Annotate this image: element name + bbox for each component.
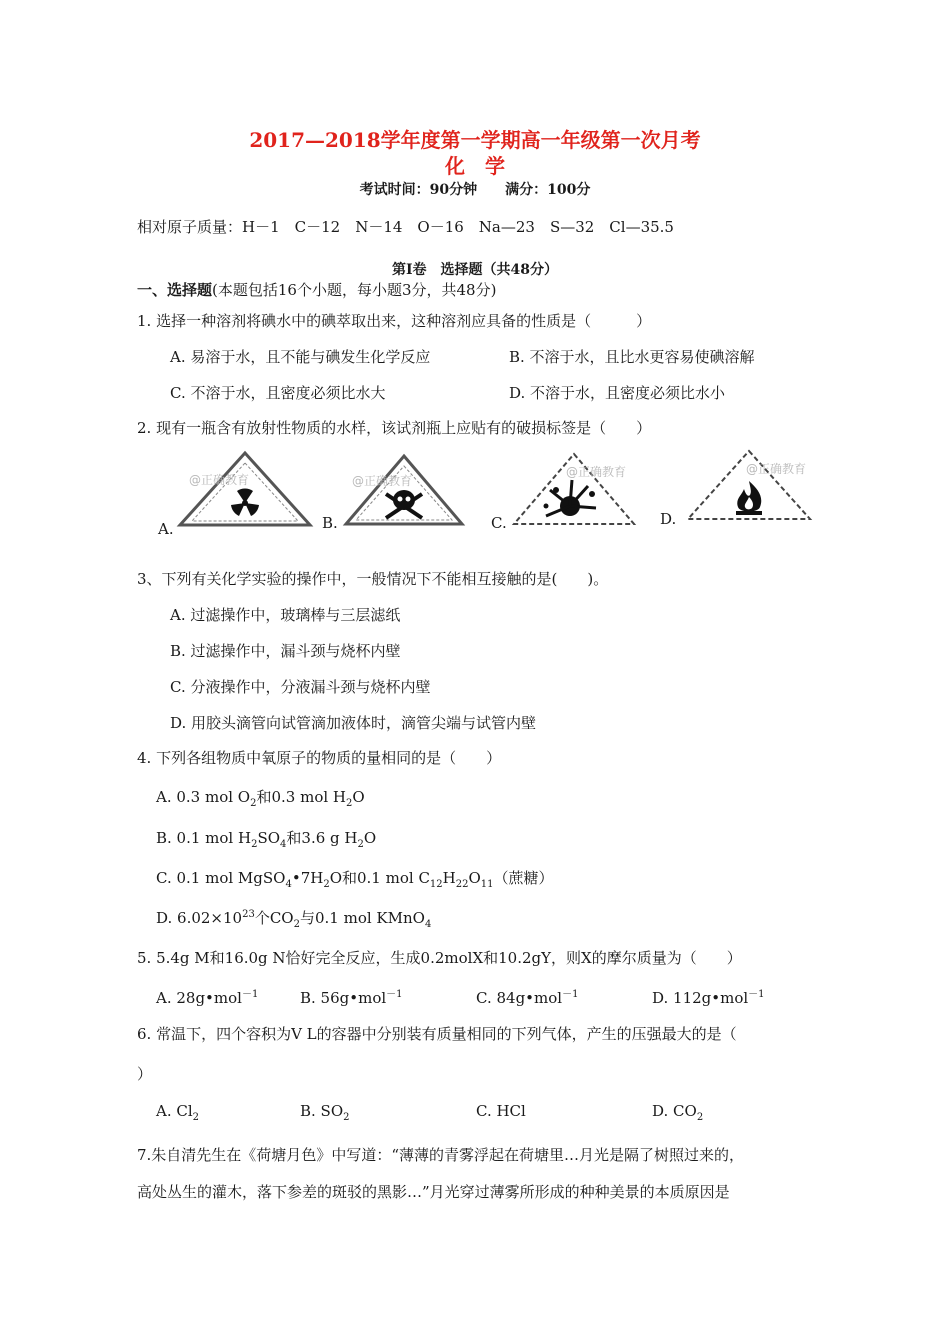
q5-stem: 5. 5.4g M和16.0g N恰好完全反应，生成0.2molX和10.2gY，则X的摩尔质量为（ ） xyxy=(137,949,742,967)
q3-option-d: D. 用胶头滴管向试管滴加液体时，滴管尖端与试管内壁 xyxy=(170,714,537,732)
watermark: @正确教育 xyxy=(352,474,413,488)
flammable-icon xyxy=(684,447,814,523)
q2-option-b: B. xyxy=(322,514,338,532)
q3-option-a: A. 过滤操作中，玻璃棒与三层滤纸 xyxy=(170,606,401,624)
q3-option-c: C. 分液操作中，分液漏斗颈与烧杯内壁 xyxy=(170,678,431,696)
q7-line1: 7.朱自清先生在《荷塘月色》中写道：“薄薄的青雾浮起在荷塘里…月光是隔了树照过来的， xyxy=(137,1146,744,1164)
q7-line2: 高处丛生的灌木，落下参差的斑驳的黑影…”月光穿过薄雾所形成的种种美景的本质原因是 xyxy=(137,1183,730,1201)
q3-option-b: B. 过滤操作中，漏斗颈与烧杯内壁 xyxy=(170,642,401,660)
toxic-skull-icon xyxy=(342,452,466,528)
q2-option-a: A. xyxy=(158,520,174,538)
section-title: 一、选择题 xyxy=(137,281,213,299)
q4-stem: 4. 下列各组物质中氧原子的物质的量相同的是（ ） xyxy=(137,749,502,767)
q2-option-d: D. xyxy=(660,510,677,528)
q1-option-b: B. 不溶于水，且比水更容易使碘溶解 xyxy=(509,348,755,366)
q6-stem-line2: ） xyxy=(137,1065,153,1083)
q1-option-a: A. 易溶于水，且不能与碘发生化学反应 xyxy=(170,348,431,366)
q6-option-d: D. $CO_2$ xyxy=(652,1102,704,1123)
part1-heading: 第Ⅰ卷 选择题（共48分） xyxy=(391,262,559,278)
section-heading xyxy=(137,279,496,300)
q4-option-c: C. 0.1 mol $MgSO_4•7H_2O$和0.1 mol $C_{12}H_{22}O_{11}$（蔗糖） xyxy=(156,869,554,890)
q1-stem: 1. 选择一种溶剂将碘水中的碘萃取出来，这种溶剂应具备的性质是（ ） xyxy=(137,312,652,330)
watermark: @正确教育 xyxy=(189,473,250,487)
q2-option-c: C. xyxy=(491,514,507,532)
q2-stem: 2. 现有一瓶含有放射性物质的水样，该试剂瓶上应贴有的破损标签是（ ） xyxy=(137,419,652,437)
watermark: @正确教育 xyxy=(746,462,807,476)
q6-option-a: A. $Cl_2$ xyxy=(156,1102,200,1123)
q4-option-d: D. $6.02\times 10^{23}$个$CO_2$与0.1 mol KMnO$_4$ xyxy=(156,909,432,930)
q6-option-b: B. $SO_2$ xyxy=(300,1102,350,1123)
explosive-icon xyxy=(510,450,638,528)
q4-option-b: B. 0.1 mol $H_2SO_4$和3.6 g $H_2O$ xyxy=(156,829,377,850)
radioactive-icon xyxy=(176,449,314,529)
q5-option-a: A. 28g•mol$^{-1}$ xyxy=(156,989,259,1007)
q1-option-c: C. 不溶于水，且密度必须比水大 xyxy=(170,384,386,402)
q5-option-b: B. 56g•mol$^{-1}$ xyxy=(300,989,403,1007)
q4-option-a: A. 0.3 mol $O_2$和0.3 mol $H_2O$ xyxy=(156,788,365,809)
section-note: (本题包括16个小题，每小题3分，共48分) xyxy=(212,281,497,299)
q5-option-c: C. 84g•mol$^{-1}$ xyxy=(476,989,579,1007)
subject-title: 化 学 xyxy=(445,154,505,178)
q6-option-c: C. HCl xyxy=(476,1102,526,1120)
q1-option-d: D. 不溶于水，且密度必须比水小 xyxy=(509,384,726,402)
exam-title: 2017—2018学年度第一学期高一年级第一次月考 xyxy=(249,128,701,152)
q5-option-d: D. 112g•mol$^{-1}$ xyxy=(652,989,765,1007)
atomic-masses: 相对原子质量：H－1 C－12 N－14 O－16 Na—23 S—32 Cl—35.5 xyxy=(137,218,674,236)
exam-info: 考试时间：90分钟 满分：100分 xyxy=(359,182,591,198)
q3-stem: 3、下列有关化学实验的操作中，一般情况下不能相互接触的是( )。 xyxy=(137,570,609,588)
q6-stem-line1: 6. 常温下，四个容积为V L的容器中分别装有质量相同的下列气体，产生的压强最大的是（ xyxy=(137,1025,737,1043)
watermark: @正确教育 xyxy=(566,465,627,479)
